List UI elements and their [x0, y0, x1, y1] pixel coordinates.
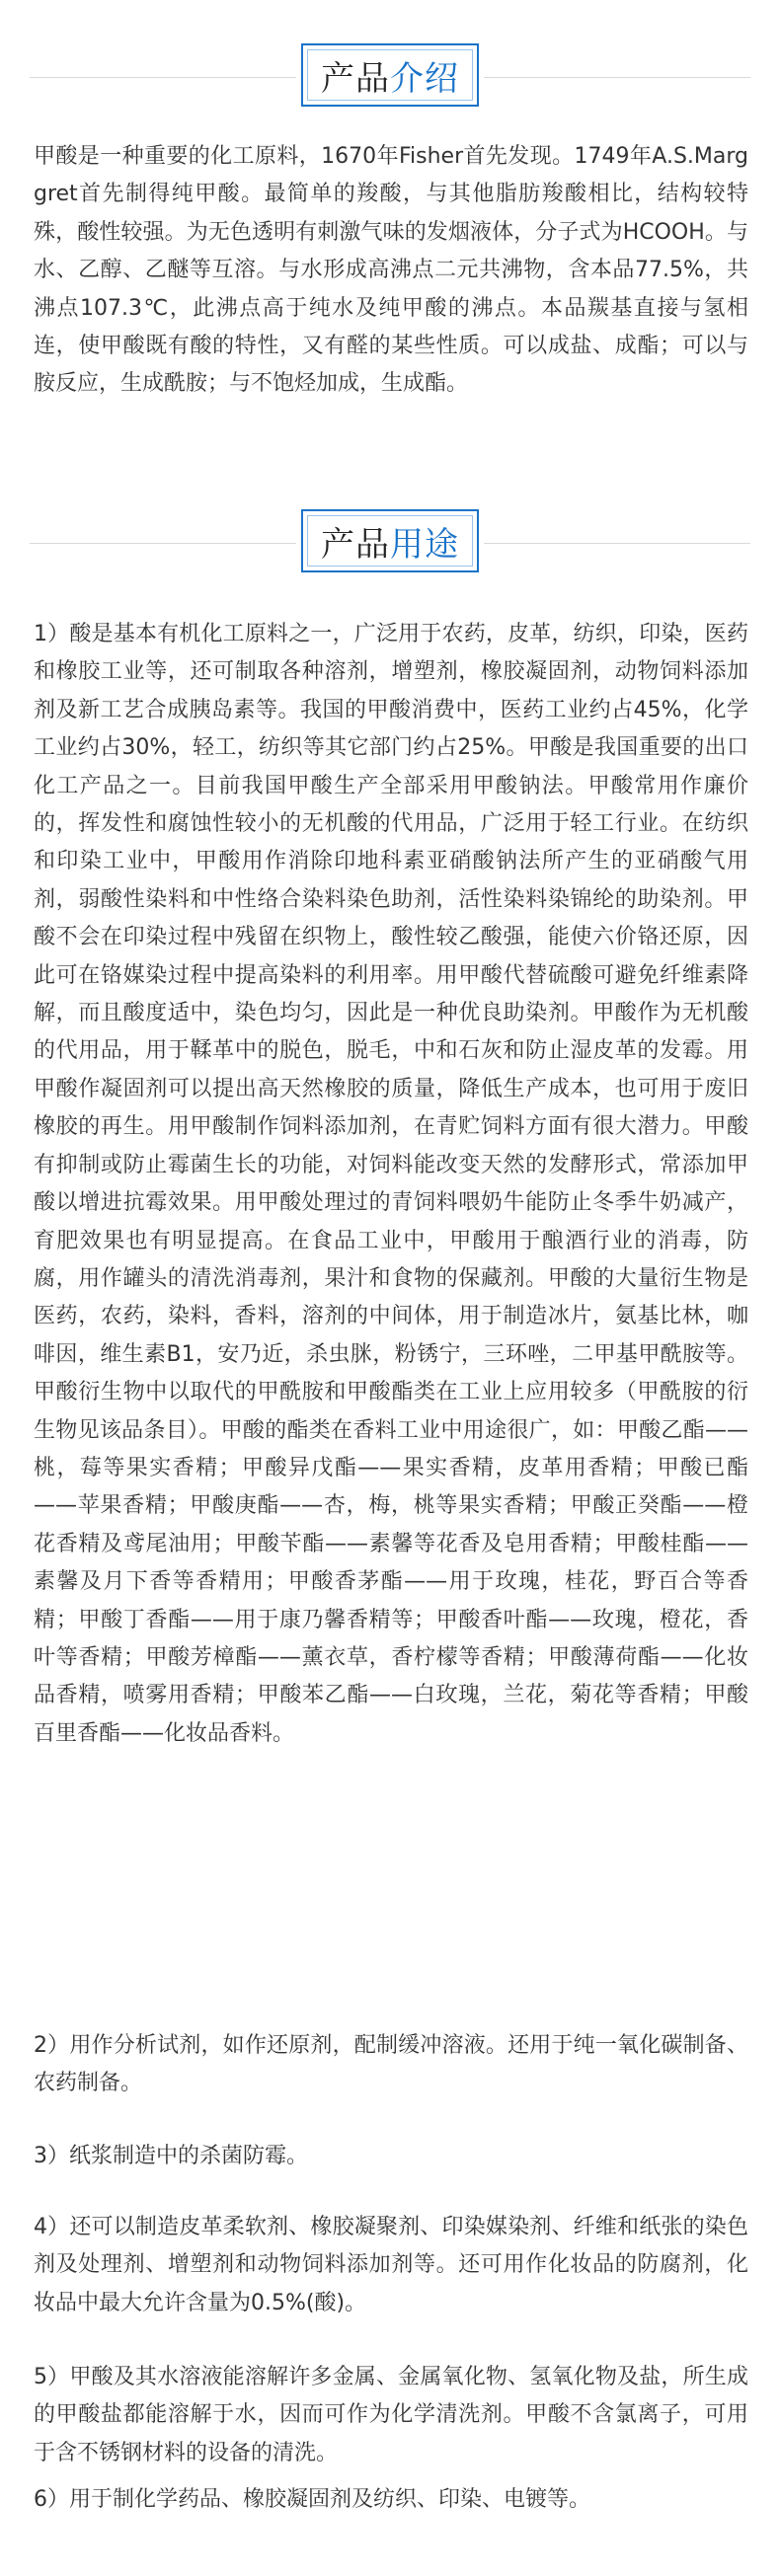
- header-divider-left: [30, 543, 296, 544]
- intro-title-part-2: 介绍: [390, 58, 459, 99]
- header-divider-right: [484, 77, 750, 78]
- uses-item-2: 2）用作分析试剂，如作还原剂，配制缓冲溶液。还用于纯一氧化碳制备、农药制备。: [34, 2033, 748, 2096]
- header-divider-right: [484, 543, 750, 544]
- intro-paragraph: 甲酸是一种重要的化工原料，1670年Fisher首先发现。1749年A.S.Marggret首先制得纯甲酸。最简单的羧酸，与其他脂肪羧酸相比，结构较特殊，酸性较强。为无色透明有刺激气味的发烟液体，分子式为HCOOH。与水、乙醇、乙醚等互溶。与水形成高沸点二元共沸物，含本品77.5%，共沸点107.3℃，此沸点高于纯水及纯甲酸的沸点。本品羰基直接与氢相连，使甲酸既有酸的特性，又有醛的某些性质。可以成盐、成酯；可以与胺反应，生成酰胺；与不饱烃加成，生成酯。: [34, 144, 748, 397]
- uses-item-1: 1）酸是基本有机化工原料之一，广泛用于农药，皮革，纺织，印染，医药和橡胶工业等，还可制取各种溶剂，增塑剂，橡胶凝固剂，动物饲料添加剂及新工艺合成胰岛素等。我国的甲酸消费中，医药工业约占45%，化学工业约占30%，轻工，纺织等其它部门约占25%。甲酸是我国重要的出口化工产品之一。目前我国甲酸生产全部采用甲酸钠法。甲酸常用作廉价的，挥发性和腐蚀性较小的无机酸的代用品，广泛用于轻工行业。在纺织和印染工业中，甲酸用作消除印地科素亚硝酸钠法所产生的亚硝酸气用剂，弱酸性染料和中性络合染料染色助剂，活性染料染锦纶的助染剂。甲酸不会在印染过程中残留在织物上，酸性较乙酸强，能使六价铬还原，因此可在铬媒染过程中提高染料的利用率。用甲酸代替硫酸可避免纤维素降解，而且酸度适中，染色均匀，因此是一种优良助染剂。甲酸作为无机酸的代用品，用于鞣革中的脱色，脱毛，中和石灰和防止湿皮革的发霉。用甲酸作凝固剂可以提出高天然橡胶的质量，降低生产成本，也可用于废旧橡胶的再生。用甲酸制作饲料添加剂，在青贮饲料方面有很大潜力。甲酸有抑制或防止霉菌生长的功能，对饲料能改变天然的发酵形式，常添加甲酸以增进抗霉效果。用甲酸处理过的青饲料喂奶牛能防止冬季牛奶减产，育肥效果也有明显提高。在食品工业中，甲酸用于酿酒行业的消毒，防腐，用作罐头的清洗消毒剂，果汁和食物的保藏剂。甲酸的大量衍生物是医药，农药，染料，香料，溶剂的中间体，用于制造冰片，氨基比林，咖啡因，维生素B1，安乃近，杀虫脒，粉锈宁，三环唑，二甲基甲酰胺等。甲酸衍生物中以取代的甲酰胺和甲酸酯类在工业上应用较多（甲酰胺的衍生物见该品条目）。甲酸的酯类在香料工业中用途很广，如：甲酸乙酯——桃，莓等果实香精；甲酸异戊酯——果实香精，皮革用香精；甲酸已酯——苹果香精；甲酸庚酯——杏，梅，桃等果实香精；甲酸正癸酯——橙花香精及鸢尾油用；甲酸苄酯——素馨等花香及皂用香精；甲酸桂酯——素馨及月下香等香精用；甲酸香茅酯——用于玫瑰，桂花，野百合等香精；甲酸丁香酯——用于康乃馨香精等；甲酸香叶酯——玫瑰，橙花，香叶等香精；甲酸芳樟酯——薰衣草，香柠檬等香精；甲酸薄荷酯——化妆品香精，喷雾用香精；甲酸苯乙酯——白玫瑰，兰花，菊花等香精；甲酸百里香酯——化妆品香料。: [34, 622, 748, 1746]
- intro-title-part-1: 产品: [321, 58, 390, 99]
- uses-item-6: 6）用于制化学药品、橡胶凝固剂及纺织、印染、电镀等。: [34, 2487, 590, 2512]
- uses-title-part-1: 产品: [321, 524, 390, 565]
- uses-title-part-2: 用途: [390, 524, 459, 565]
- intro-section-header: [0, 38, 780, 116]
- uses-section-header: [0, 503, 780, 582]
- header-divider-left: [30, 77, 296, 78]
- uses-item-4: 4）还可以制造皮革柔软剂、橡胶凝聚剂、印染媒染剂、纤维和纸张的染色剂及处理剂、增塑剂和动物饲料添加剂等。还可用作化妆品的防腐剂，化妆品中最大允许含量为0.5%(酸)。: [34, 2215, 748, 2315]
- intro-title: [301, 43, 479, 107]
- uses-item-5: 5）甲酸及其水溶液能溶解许多金属、金属氧化物、氢氧化物及盐，所生成的甲酸盐都能溶解于水，因而可作为化学清洗剂。甲酸不含氯离子，可用于含不锈钢材料的设备的清洗。: [34, 2365, 748, 2465]
- uses-item-3: 3）纸浆制造中的杀菌防霉。: [34, 2144, 308, 2168]
- uses-title: [301, 509, 479, 572]
